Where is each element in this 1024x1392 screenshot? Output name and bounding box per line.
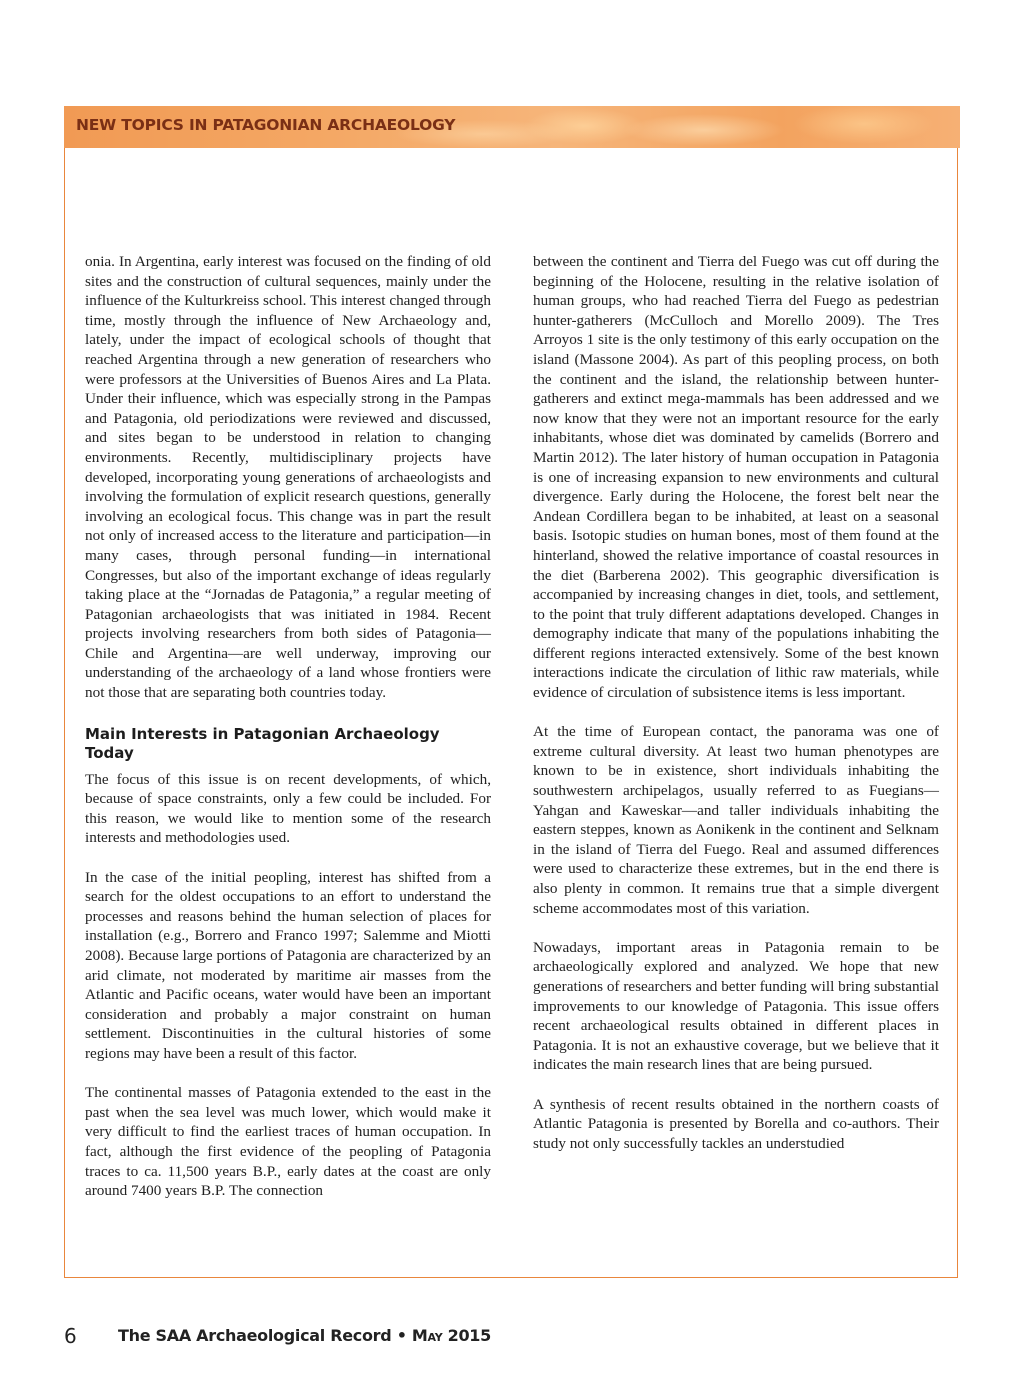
left-paragraph-1: onia. In Argentina, early interest was focused on the finding of old sites and the construction of cultural sequences, mainly under the influence of the Kulturkreiss school. This interest changed through time, mostly through the influence of New Archaeology and, lately, under the impact of ecological schools of thought that reached Argentina through a new generation of researchers who were professors at the Universities of Buenos Aires and La Plata. Under their influence, which was especially strong in the Pampas and Patagonia, old periodizations were reviewed and discussed, and sites began to be understood in relation to changing environments. Recently, multidisciplinary projects have developed, incorporating young generations of archaeologists and involving the formulation of explicit research questions, generally involving an ecological focus. This change was in part the result not only of increased access to the literature and participation—in many cases, through personal funding—in international Congresses, but also of the important exchange of ideas regularly taking place at the “Jornadas de Patagonia,” a regular meeting of Patagonian archaeologists that was initiated in 1984. Recent projects involving researchers from both sides of Patagonia—Chile and Argentina—are well underway, improving our understanding of the archaeology of a land whose frontiers were not those that are separating both countries today. (85, 253, 491, 702)
left-paragraph-3: In the case of the initial peopling, interest has shifted from a search for the oldest occupations to an effort to understand the processes and reasons behind the human selection of places for installation (e.g., Borrero and Franco 1997; Salemme and Miotti 2008). Because large portions of Patagonia are characterized by an arid climate, not moderated by maritime air masses from the Atlantic and Pacific oceans, water would have been an important consideration and probably a major constraint on human settlement. Discontinuities in the cultural histories of some regions may have been a result of this factor. (85, 868, 491, 1062)
right-column (533, 252, 939, 1173)
right-paragraph-3: Nowadays, important areas in Patagonia remain to be archaeologically explored and analyzed. We hope that new generations of researchers and better funding will bring substantial improvements to our knowledge of Patagonia. This issue offers recent archaeological results obtained in different places in Patagonia. It is not an exhaustive coverage, but we believe that it indicates the main research lines that are being pursued. (533, 938, 939, 1074)
banner-title: NEW TOPICS IN PATAGONIAN ARCHAEOLOGY (76, 116, 456, 134)
right-paragraph-1: between the continent and Tierra del Fuego was cut off during the beginning of the Holocene, resulting in the relative isolation of human groups, who had reached Tierra del Fuego as pedestrian hunter-gatherers (McCulloch and Morello 2009). The Tres Arroyos 1 site is the only testimony of this early occupation on the island (Massone 2004). As part of this peopling process, on both the continent and the island, the relationship between hunter-gatherers and extinct mega-mammals has been addressed and we now know that they were not an important resource for the early inhabitants, whose diet was dominated by camelids (Borrero and Martin 2012). The later history of human occupation in Patagonia is one of increasing expansion to new environments and cultural divergence. Early during the Holocene, the forest belt near the Andean Cordillera began to be inhabited, at least on a seasonal basis. Isotopic studies on human bones, most of them found at the hinterland, showed the relative importance of coastal resources in the diet (Barberena 2002). This geographic diversification is accompanied by increasing changes in diet, tools, and settlement, to the point that truly different adaptations developed. Changes in demography indicate that many of the populations inhabiting the different regions interacted extensively. Some of the best known interactions indicate the circulation of lithic raw materials, while evidence of circulation of subsistence items is less important. (533, 253, 939, 702)
right-paragraph-4: A synthesis of recent results obtained in the northern coasts of Atlantic Patagonia is presented by Borella and co-authors. Their study not only successfully tackles an understudied (533, 1095, 939, 1152)
section-banner (64, 106, 960, 148)
section-heading: Main Interests in Patagonian Archaeology Today (85, 724, 440, 762)
journal-name: The SAA Archaeological Record (118, 1326, 392, 1345)
footer-separator: • (396, 1326, 407, 1345)
journal-credit (118, 1326, 491, 1345)
right-paragraph-2: At the time of European contact, the panorama was one of extreme cultural diversity. At least two human phenotypes are known to be in existence, short individuals inhabiting the southwestern archipelagos, usually referred to as Fuegians—Yahgan and Kaweskar—and taller individuals inhabiting the eastern steppes, known as Aonikenk in the continent and Selknam in the island of Tierra del Fuego. Real and assumed differences were used to characterize these extremes, but in the end there is also plenty in common. It remains true that a simple divergent scheme accommodates most of this variation. (533, 723, 939, 917)
left-column (85, 252, 491, 1220)
issue-date: May 2015 (411, 1326, 491, 1345)
left-paragraph-4: The continental masses of Patagonia extended to the east in the past when the sea level was much lower, which would make it very difficult to find the earliest traces of human occupation. In fact, although the first evidence of the peopling of Patagonia traces to ca. 11,500 years B.P., early dates at the coast are only around 7400 years B.P. The connection (85, 1084, 491, 1200)
left-paragraph-2: The focus of this issue is on recent developments, of which, because of space constraints, only a few could be included. For this reason, we would like to mention some of the research interests and methodologies used. (85, 770, 491, 847)
page-number: 6 (64, 1324, 77, 1348)
